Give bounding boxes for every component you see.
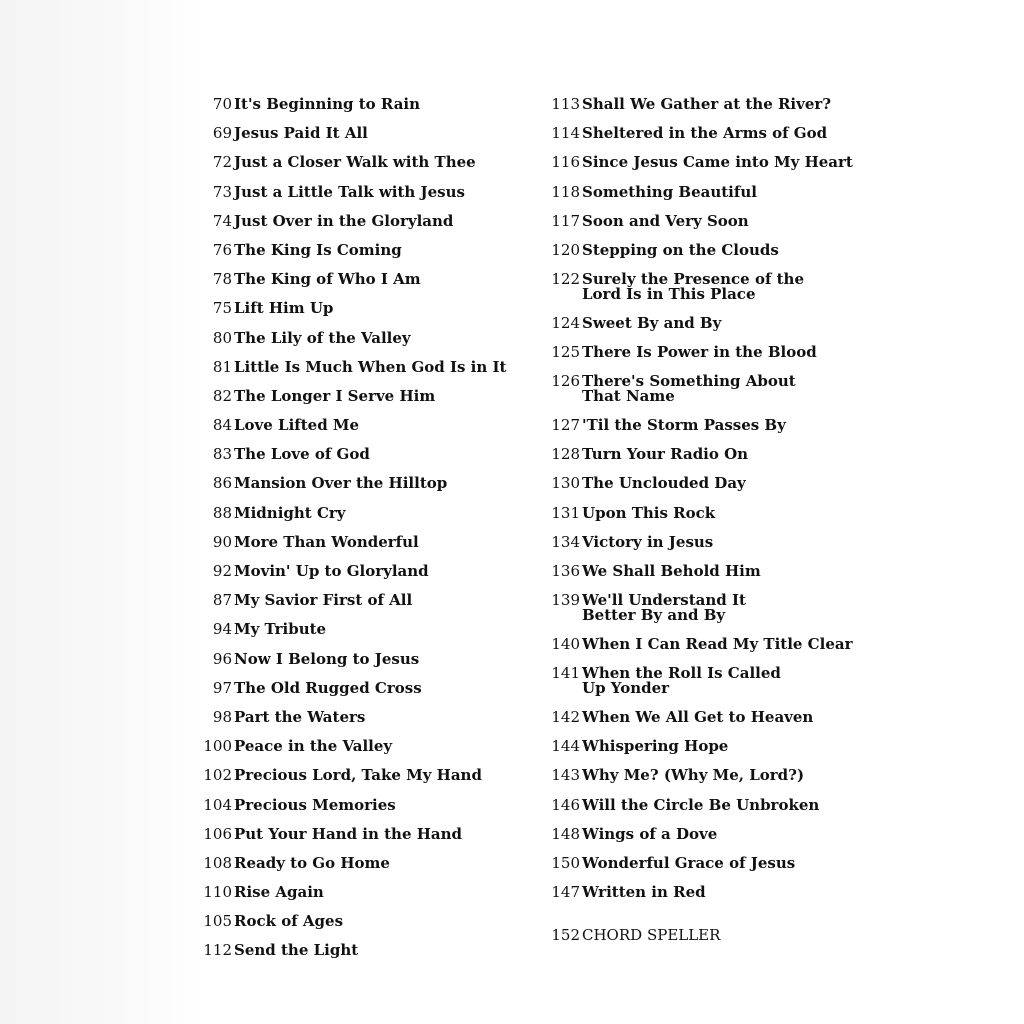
contents-entry — [548, 768, 878, 797]
song-title: Put Your Hand in the Hand — [234, 824, 462, 843]
page-number: 143 — [551, 766, 580, 785]
song-title: Rock of Ages — [234, 912, 344, 931]
page-number: 142 — [551, 708, 580, 726]
page-number: 117 — [551, 211, 580, 230]
contents-entry — [548, 739, 878, 768]
page-number: 152 — [551, 926, 580, 945]
contents-entry — [548, 532, 878, 564]
contents-entry — [548, 710, 878, 739]
contents-entry — [196, 503, 526, 535]
page-number: 122 — [551, 270, 580, 289]
contents-right-column — [548, 97, 878, 958]
song-title: The Lily of the Valley — [234, 328, 411, 347]
contents-entry — [196, 622, 526, 651]
song-title: Victory in Jesus — [582, 532, 714, 551]
contents-entry — [196, 914, 526, 943]
contents-entry — [196, 768, 526, 797]
page-number: 116 — [551, 153, 580, 172]
contents-entry — [196, 678, 526, 710]
contents-entry — [548, 666, 878, 710]
song-title: 'Til the Storm Passes By — [582, 416, 786, 435]
page-number: 128 — [551, 445, 580, 464]
page-number: 127 — [551, 416, 580, 435]
song-title: Will the Circle Be Unbroken — [582, 795, 820, 814]
page-number: 87 — [212, 591, 232, 610]
page-number: 110 — [203, 883, 232, 902]
page-number: 120 — [551, 240, 580, 259]
contents-entry — [196, 240, 526, 272]
contents-entry — [548, 155, 878, 184]
contents-entry — [196, 707, 526, 739]
contents-entry — [548, 503, 878, 535]
page-number: 113 — [551, 95, 580, 113]
song-title: Shall We Gather at the River? — [582, 95, 832, 113]
page-number: 144 — [551, 737, 580, 756]
song-title: Whispering Hope — [582, 737, 729, 756]
song-title: Just a Little Talk with Jesus — [234, 182, 465, 201]
song-title: Something Beautiful — [582, 182, 757, 201]
contents-entry — [196, 418, 526, 447]
page-number: 81 — [212, 357, 232, 376]
page-number: 126 — [551, 372, 580, 391]
page-number: 141 — [551, 664, 580, 683]
contents-entry — [196, 328, 526, 360]
page-number: 148 — [551, 824, 580, 843]
page-number: 136 — [551, 562, 580, 581]
song-title: Part the Waters — [234, 707, 366, 726]
contents-entry — [548, 795, 878, 827]
song-title: Peace in the Valley — [234, 737, 393, 756]
song-title: It's Beginning to Rain — [234, 95, 421, 113]
contents-entry — [196, 824, 526, 856]
contents-entry — [548, 240, 878, 272]
song-title: CHORD SPELLER — [582, 926, 721, 945]
contents-entry — [548, 447, 878, 476]
page-number: 98 — [212, 707, 232, 726]
page-number: 70 — [212, 95, 232, 113]
song-title: We'll Understand It Better By and By — [582, 591, 746, 625]
page-number: 83 — [212, 445, 232, 464]
contents-entry — [548, 97, 878, 126]
contents-entry — [548, 126, 878, 155]
contents-entry — [196, 564, 526, 593]
contents-entry — [196, 97, 526, 126]
contents-entry — [196, 943, 526, 972]
song-title: Love Lifted Me — [234, 416, 360, 435]
contents-entry — [548, 853, 878, 885]
song-title: When the Roll Is Called Up Yonder — [582, 664, 781, 698]
song-title: Surely the Presence of the Lord Is in This Place — [582, 270, 804, 304]
song-title: When I Can Read My Title Clear — [582, 635, 853, 654]
page-number: 147 — [551, 883, 580, 902]
contents-entry — [196, 211, 526, 243]
song-title: My Savior First of All — [234, 591, 413, 610]
song-title: My Tribute — [234, 620, 327, 639]
song-title: The Love of God — [234, 445, 370, 464]
song-title: There Is Power in the Blood — [582, 343, 817, 362]
page-number: 146 — [551, 795, 580, 814]
contents-entry — [548, 593, 878, 637]
song-title: Wings of a Dove — [582, 824, 718, 843]
song-title: When We All Get to Heaven — [582, 708, 814, 726]
contents-entry — [196, 885, 526, 914]
page-number: 104 — [203, 795, 232, 814]
contents-entry — [548, 637, 878, 666]
contents-left-column — [196, 97, 526, 973]
song-title: Midnight Cry — [234, 503, 346, 522]
page-number: 88 — [212, 503, 232, 522]
contents-entry — [196, 476, 526, 505]
page-number: 73 — [212, 182, 232, 201]
song-title: The King Is Coming — [234, 240, 402, 259]
page-number: 80 — [212, 328, 232, 347]
contents-entry — [196, 532, 526, 564]
song-title: The Longer I Serve Him — [234, 386, 436, 405]
page-number: 125 — [551, 343, 580, 362]
song-title: Jesus Paid It All — [234, 124, 368, 143]
song-title: Since Jesus Came into My Heart — [582, 153, 853, 172]
page-number: 76 — [212, 240, 232, 259]
contents-entry — [548, 182, 878, 214]
page-number: 124 — [551, 313, 580, 332]
contents-entry — [548, 313, 878, 345]
page-number: 134 — [551, 532, 580, 551]
song-title: Turn Your Radio On — [582, 445, 749, 464]
page-number: 100 — [203, 737, 232, 756]
page-number: 97 — [212, 678, 232, 697]
page-number: 86 — [212, 474, 232, 493]
song-title: The King of Who I Am — [234, 270, 421, 289]
contents-entry — [196, 357, 526, 389]
page-number: 94 — [212, 620, 232, 639]
song-title: There's Something About That Name — [582, 372, 796, 406]
contents-entry — [196, 386, 526, 418]
song-title: Just a Closer Walk with Thee — [234, 153, 476, 172]
song-title: Written in Red — [582, 883, 706, 902]
contents-entry — [548, 885, 878, 914]
contents-entry — [196, 301, 526, 330]
song-title: Now I Belong to Jesus — [234, 649, 420, 668]
page-number: 96 — [212, 649, 232, 668]
song-title: Stepping on the Clouds — [582, 240, 779, 259]
page-number: 105 — [203, 912, 232, 931]
song-title: The Unclouded Day — [582, 474, 746, 493]
song-title: Sweet By and By — [582, 313, 722, 332]
song-title: Wonderful Grace of Jesus — [582, 853, 796, 872]
page-number: 78 — [212, 270, 232, 289]
page-number: 106 — [203, 824, 232, 843]
song-title: Ready to Go Home — [234, 853, 390, 872]
page-number: 74 — [212, 211, 232, 230]
chord-speller-entry — [548, 928, 878, 957]
song-title: Why Me? (Why Me, Lord?) — [582, 766, 805, 785]
contents-entry — [196, 155, 526, 184]
song-title: Send the Light — [234, 941, 359, 960]
contents-entry — [196, 593, 526, 622]
contents-entry — [548, 476, 878, 505]
page-number: 108 — [203, 853, 232, 872]
song-title: Upon This Rock — [582, 503, 716, 522]
page-number: 130 — [551, 474, 580, 493]
contents-entry — [196, 649, 526, 681]
page-number: 140 — [551, 635, 580, 654]
contents-entry — [548, 824, 878, 856]
page-number: 82 — [212, 386, 232, 405]
song-title: Soon and Very Soon — [582, 211, 749, 230]
contents-entry — [196, 795, 526, 827]
contents-entry — [196, 447, 526, 476]
page-number: 72 — [212, 153, 232, 172]
contents-entry — [548, 564, 878, 593]
page-number: 131 — [551, 503, 580, 522]
contents-entry — [548, 374, 878, 418]
contents-entry — [196, 182, 526, 214]
song-title: Rise Again — [234, 883, 324, 902]
contents-entry — [196, 126, 526, 155]
song-title: Movin' Up to Gloryland — [234, 562, 429, 580]
contents-entry — [548, 418, 878, 447]
contents-entry — [196, 853, 526, 885]
contents-entry — [196, 739, 526, 768]
contents-entry — [548, 211, 878, 243]
page-number: 90 — [212, 532, 232, 551]
page-number: 69 — [212, 124, 232, 143]
song-title: Lift Him Up — [234, 299, 334, 318]
page-number: 112 — [203, 941, 232, 960]
song-title: Little Is Much When God Is in It — [234, 357, 507, 376]
page-number: 75 — [212, 299, 232, 318]
page-number: 92 — [212, 562, 232, 580]
song-title: Mansion Over the Hilltop — [234, 474, 448, 493]
page-number: 114 — [551, 124, 580, 143]
contents-entry — [196, 272, 526, 301]
song-title: We Shall Behold Him — [582, 562, 761, 581]
song-title: More Than Wonderful — [234, 532, 419, 551]
song-title: Precious Memories — [234, 795, 396, 814]
page-number: 84 — [212, 416, 232, 435]
song-title: Just Over in the Gloryland — [234, 211, 454, 230]
page-number: 150 — [551, 853, 580, 872]
song-title: Sheltered in the Arms of God — [582, 124, 828, 143]
page-number: 118 — [551, 182, 580, 201]
contents-entry — [548, 345, 878, 374]
song-title: Precious Lord, Take My Hand — [234, 766, 482, 785]
page-number: 139 — [551, 591, 580, 610]
song-title: The Old Rugged Cross — [234, 678, 422, 697]
contents-entry — [548, 272, 878, 316]
page-number: 102 — [203, 766, 232, 785]
